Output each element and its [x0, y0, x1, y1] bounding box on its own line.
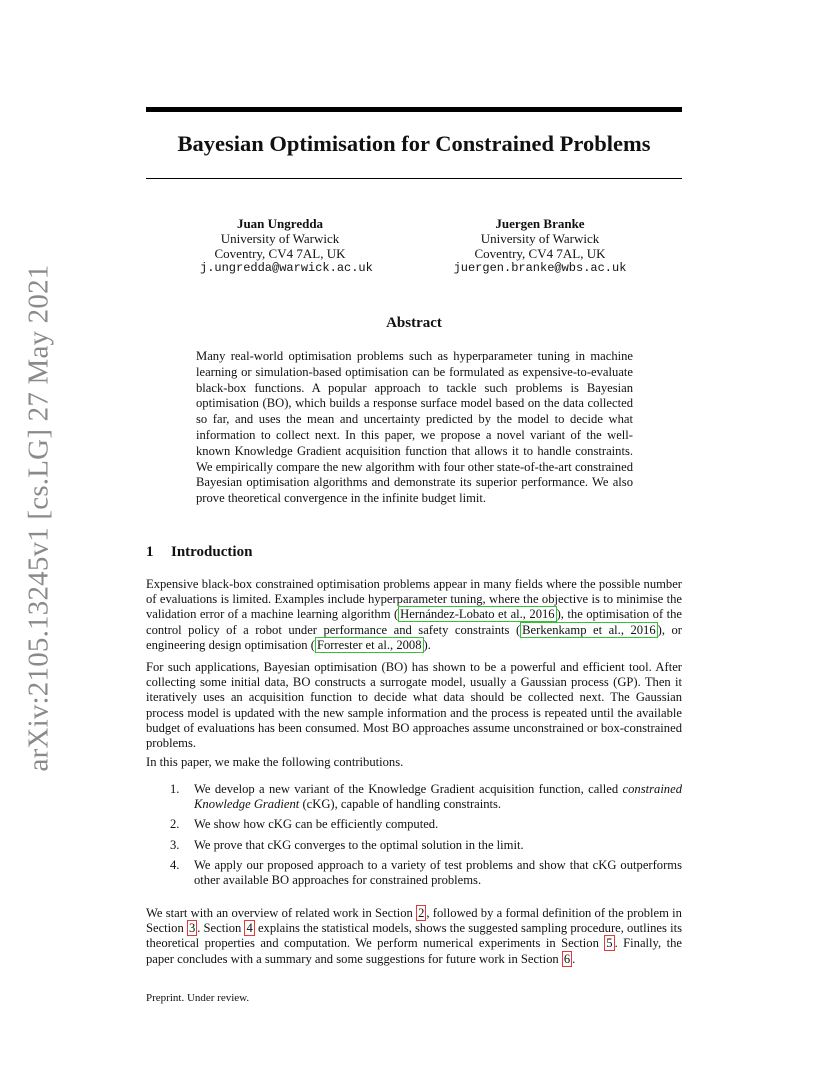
- author-name: Juergen Branke: [495, 216, 585, 231]
- section-number: 1: [146, 544, 154, 560]
- section-ref-link[interactable]: 5: [606, 936, 613, 951]
- section-ref-link[interactable]: 3: [188, 921, 196, 936]
- intro-paragraph-4: [146, 906, 682, 967]
- abstract-heading: Abstract: [386, 315, 442, 331]
- author-address: Coventry, CV4 7AL, UK: [474, 246, 606, 261]
- author-affiliation: University of Warwick: [220, 231, 340, 246]
- text-run: explains the statistical models, shows the suggested sampling procedure, outlines its theoretical properties and computation. We perform numerical experiments in Section: [146, 921, 682, 951]
- author-email: j.ungredda@warwick.ac.uk: [200, 261, 373, 275]
- list-item: [170, 782, 682, 812]
- section-title: Introduction: [171, 544, 253, 560]
- citation-link[interactable]: Hernández-Lobato et al., 2016: [400, 607, 555, 622]
- list-number: 1.: [170, 782, 180, 796]
- abstract-text: Many real-world optimisation problems such as hyperparameter tuning in machine learning or simulation-based optimisation can be formulated as expensive-to-evaluate black-box functions. A popular approach to tackle such problems is Bayesian optimisation (BO), which builds a response surface model based on the data collected so far, and uses the mean and uncertainty predicted by the model to decide what information to collect next. In this paper, we propose a novel variant of the well-known Knowledge Gradient acquisition function that allows it to handle constraints. We empirically compare the new algorithm with four other state-of-the-art constrained Bayesian optimisation algorithms and demonstrate its superior performance. We also prove theoretical convergence in the infinite budget limit.: [196, 349, 633, 506]
- text-run: We prove that cKG converges to the optimal solution in the limit.: [194, 837, 524, 852]
- text-run: . Section: [197, 921, 245, 936]
- intro-paragraph-2: For such applications, Bayesian optimisation (BO) has shown to be a powerful and efficient tool. After collecting some initial data, BO constructs a surrogate model, usually a Gaussian process (GP). Then it iteratively uses an acquisition function to decide what data should be collected next. The Gaussian process model is updated with the new sample information and the process is repeated until the available budget of evaluations has been consumed. Most BO approaches assume unconstrained or box-constrained problems.: [146, 660, 682, 751]
- author-address: Coventry, CV4 7AL, UK: [214, 246, 346, 261]
- citation-link[interactable]: Berkenkamp et al., 2016: [522, 622, 656, 637]
- section-ref-link[interactable]: 6: [563, 951, 571, 966]
- text-run: , followed by a formal definition of the problem in Section: [146, 906, 682, 936]
- author-affiliation: University of Warwick: [480, 231, 600, 246]
- author-block-1: [200, 216, 373, 276]
- text-run: We show how cKG can be efficiently computed.: [194, 817, 439, 832]
- text-run: ).: [423, 637, 431, 652]
- text-run: We develop a new variant of the Knowledge Gradient acquisition function, called: [194, 782, 623, 796]
- citation-link[interactable]: Forrester et al., 2008: [316, 637, 422, 652]
- arxiv-stamp: [14, 264, 64, 772]
- footer-note: Preprint. Under review.: [146, 992, 250, 1004]
- intro-paragraph-3: In this paper, we make the following contributions.: [146, 755, 404, 769]
- title-rule-top: [146, 107, 682, 112]
- text-run: Expensive black-box constrained optimisation problems appear in many fields where the possible number of evaluations is limited. Examples include hyperparameter tuning, where the objective is to minimise the validation error of a machine learning algorithm (: [146, 577, 682, 622]
- emphasis-text: constrained Knowledge Gradient: [194, 782, 682, 812]
- list-number: 2.: [170, 817, 180, 832]
- arxiv-stamp-text: arXiv:2105.13245v1 [cs.LG] 27 May 2021: [22, 264, 55, 772]
- text-run: . Finally, the paper concludes with a summary and some suggestions for future work in Section: [146, 936, 682, 966]
- section-ref-link[interactable]: 2: [418, 906, 425, 920]
- text-run: .: [572, 951, 576, 966]
- paper-title: Bayesian Optimisation for Constrained Problems: [177, 131, 651, 156]
- text-run: (cKG), capable of handling constraints.: [299, 797, 502, 812]
- text-run: ), or engineering design optimisation (: [146, 622, 682, 652]
- list-item: [170, 817, 682, 832]
- text-run: ), the optimisation of the control policy of a robot under performance and safety constraints (: [146, 607, 682, 637]
- list-item: [170, 858, 682, 888]
- author-block-2: [440, 216, 640, 276]
- contributions-list: [170, 782, 682, 893]
- text-run: We start with an overview of related work in Section: [146, 906, 417, 920]
- text-run: We apply our proposed approach to a variety of test problems and show that cKG outperforms other available BO approaches for constrained problems.: [194, 857, 682, 888]
- section-heading: [146, 543, 252, 561]
- title-rule-bottom: [146, 178, 682, 179]
- list-number: 3.: [170, 837, 180, 852]
- intro-paragraph-1: [146, 577, 682, 653]
- author-email: juergen.branke@wbs.ac.uk: [453, 261, 627, 275]
- section-ref-link[interactable]: 4: [246, 921, 253, 936]
- author-name: Juan Ungredda: [236, 216, 324, 231]
- list-number: 4.: [170, 857, 180, 872]
- list-item: [170, 838, 682, 853]
